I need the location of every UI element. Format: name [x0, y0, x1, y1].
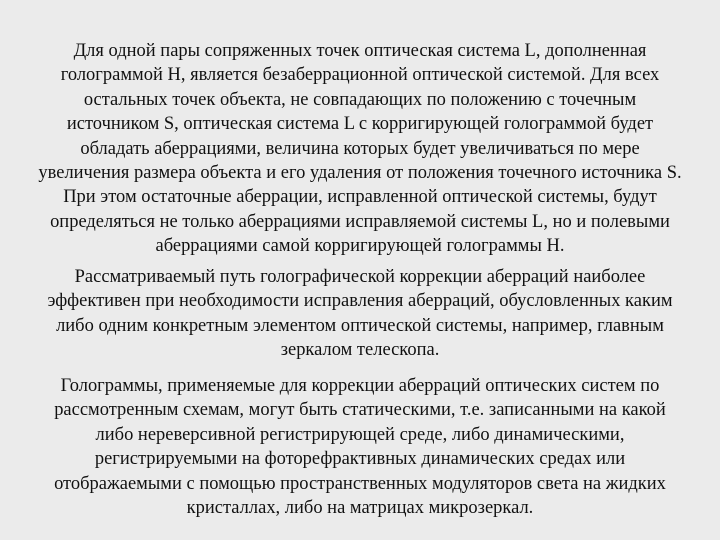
text-line: При этом остаточные аберрации, исправленной оптической системы, будут: [63, 186, 657, 207]
text-line: обладать аберрациями, величина которых будет увеличиваться по мере: [80, 137, 640, 158]
text-line: кристаллах, либо на матрицах микрозеркал.: [186, 497, 534, 518]
text-line: голограммой H, является безаберрационной оптической системой. Для всех: [60, 64, 660, 85]
text-line: отображаемыми с помощью пространственных модуляторов света на жидких: [54, 472, 666, 493]
text-line: увеличения размера объекта и его удаления от положения точечного источника S.: [38, 162, 682, 183]
text-line: остальных точек объекта, не совпадающих по положению с точечным: [83, 88, 637, 109]
text-line: определяться не только аберрациями исправляемой системы L, но и полевыми: [50, 210, 670, 231]
text-line: Для одной пары сопряженных точек оптическая система L, дополненная: [73, 40, 647, 60]
text-line: источником S, оптическая система L с корригирующей голограммой будет: [66, 113, 654, 134]
paragraph-holographic-correction-theory: [0, 38, 720, 258]
text-line: аберрациями самой корригирующей голограммы H.: [155, 235, 565, 256]
text-line: зеркалом телескопа.: [280, 339, 440, 360]
text-line: Рассматриваемый путь голографической коррекции аберраций наиболее: [74, 266, 646, 286]
text-line: либо нереверсивной регистрирующей среде, либо динамическими,: [95, 423, 625, 444]
paragraph-hologram-types: [0, 373, 720, 519]
text-line: рассмотренным схемам, могут быть статическими, т.е. записанными на какой: [54, 399, 666, 420]
text-line: Голограммы, применяемые для коррекции аберраций оптических систем по: [60, 375, 660, 395]
text-line: регистрируемыми на фоторефрактивных динамических средах или: [94, 448, 626, 469]
text-line: эффективен при необходимости исправления аберраций, обусловленных каким: [47, 290, 673, 311]
text-line: либо одним конкретным элементом оптической системы, например, главным: [56, 314, 664, 335]
paragraph-correction-effectiveness: [0, 264, 720, 362]
